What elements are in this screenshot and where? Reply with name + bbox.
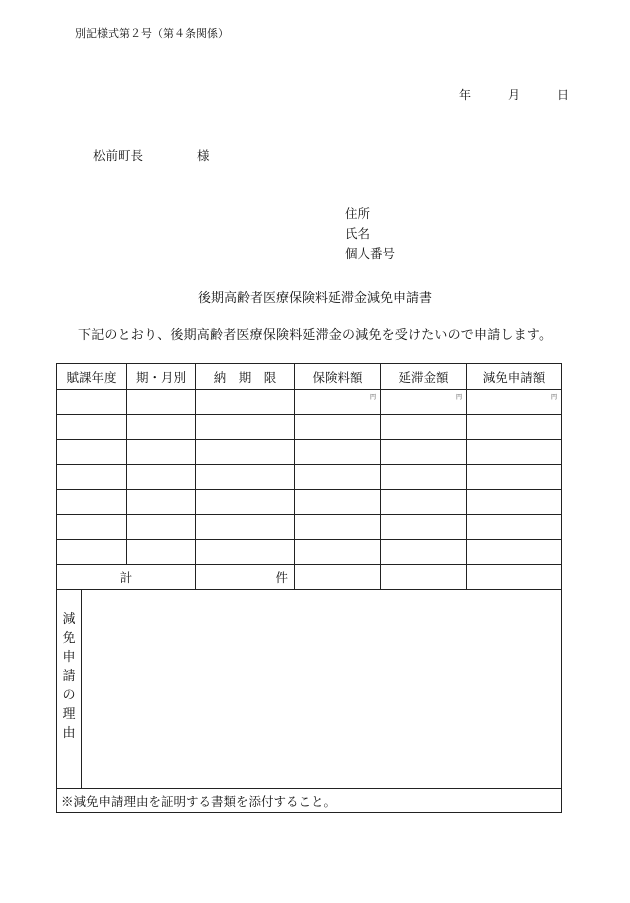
cell-reduction-amount[interactable] xyxy=(467,440,562,465)
applicant-id-label: 個人番号 xyxy=(345,246,396,261)
attachment-note: ※減免申請理由を証明する書類を添付すること。 xyxy=(57,789,562,813)
cell-premium[interactable] xyxy=(295,540,381,565)
reason-char: 請 xyxy=(62,669,76,684)
addressee-name: 松前町長 xyxy=(93,148,144,163)
form-id: 別記様式第２号（第４条関係） xyxy=(75,27,229,40)
header-fiscal-year: 賦課年度 xyxy=(57,364,127,390)
table-row xyxy=(57,415,562,440)
reduction-table xyxy=(56,363,562,813)
cell-fiscal-year[interactable] xyxy=(57,390,127,415)
addressee-honorific: 様 xyxy=(197,148,210,163)
table-header-row xyxy=(57,364,562,390)
cell-premium[interactable] xyxy=(295,390,381,415)
table-row xyxy=(57,490,562,515)
cell-due-date[interactable] xyxy=(196,490,295,515)
cell-late-fee[interactable] xyxy=(381,540,467,565)
reason-char: 理 xyxy=(62,707,76,722)
header-due-date: 納 期 限 xyxy=(196,364,295,390)
cell-period[interactable] xyxy=(127,440,196,465)
cell-fiscal-year[interactable] xyxy=(57,465,127,490)
cell-fiscal-year[interactable] xyxy=(57,490,127,515)
yen-unit: 円 xyxy=(456,394,463,401)
header-reduction-amount: 減免申請額 xyxy=(467,364,562,390)
cell-reduction-amount[interactable] xyxy=(467,465,562,490)
yen-unit: 円 xyxy=(551,394,558,401)
cell-reduction-amount[interactable] xyxy=(467,515,562,540)
yen-unit: 円 xyxy=(370,394,377,401)
reason-field[interactable] xyxy=(82,590,562,789)
reason-char: 由 xyxy=(62,726,76,741)
cell-premium[interactable] xyxy=(295,440,381,465)
total-premium[interactable] xyxy=(295,565,381,590)
cell-reduction-amount[interactable] xyxy=(467,540,562,565)
cell-period[interactable] xyxy=(127,390,196,415)
date-month: 月 xyxy=(507,88,520,102)
cell-period[interactable] xyxy=(127,515,196,540)
addressee xyxy=(93,146,210,164)
total-label: 計 xyxy=(57,565,196,590)
cell-premium[interactable] xyxy=(295,415,381,440)
cell-period[interactable] xyxy=(127,415,196,440)
cell-due-date[interactable] xyxy=(196,465,295,490)
reason-char: の xyxy=(62,688,76,703)
cell-period[interactable] xyxy=(127,540,196,565)
cell-premium[interactable] xyxy=(295,515,381,540)
reason-label xyxy=(57,590,82,789)
applicant-block xyxy=(345,204,395,264)
date-day: 日 xyxy=(556,88,569,102)
total-reduction-amount[interactable] xyxy=(467,565,562,590)
table-row xyxy=(57,540,562,565)
cell-reduction-amount[interactable] xyxy=(467,415,562,440)
cell-due-date[interactable] xyxy=(196,540,295,565)
header-premium: 保険料額 xyxy=(295,364,381,390)
cell-fiscal-year[interactable] xyxy=(57,440,127,465)
cell-fiscal-year[interactable] xyxy=(57,515,127,540)
table-row xyxy=(57,440,562,465)
cell-premium[interactable] xyxy=(295,490,381,515)
header-late-fee: 延滞金額 xyxy=(381,364,467,390)
reason-char: 申 xyxy=(62,650,76,665)
cell-fiscal-year[interactable] xyxy=(57,415,127,440)
applicant-name-label: 氏名 xyxy=(345,226,371,241)
applicant-address-label: 住所 xyxy=(345,206,371,221)
cell-late-fee[interactable] xyxy=(381,515,467,540)
cell-late-fee[interactable] xyxy=(381,415,467,440)
date-year: 年 xyxy=(459,88,472,102)
intro-text: 下記のとおり、後期高齢者医療保険料延滞金の減免を受けたいので申請します。 xyxy=(78,328,553,343)
cell-fiscal-year[interactable] xyxy=(57,540,127,565)
table-row xyxy=(57,515,562,540)
cell-due-date[interactable] xyxy=(196,415,295,440)
total-row xyxy=(57,565,562,590)
date-line xyxy=(459,86,569,103)
note-row xyxy=(57,789,562,813)
cell-period[interactable] xyxy=(127,490,196,515)
table-row xyxy=(57,390,562,415)
total-late-fee[interactable] xyxy=(381,565,467,590)
cell-premium[interactable] xyxy=(295,465,381,490)
reason-char: 減 xyxy=(62,612,76,627)
cell-late-fee[interactable] xyxy=(381,390,467,415)
total-count[interactable]: 件 xyxy=(196,565,295,590)
header-period: 期・月別 xyxy=(127,364,196,390)
cell-due-date[interactable] xyxy=(196,440,295,465)
reason-char: 免 xyxy=(62,631,76,646)
cell-period[interactable] xyxy=(127,465,196,490)
cell-due-date[interactable] xyxy=(196,515,295,540)
table-row xyxy=(57,465,562,490)
cell-due-date[interactable] xyxy=(196,390,295,415)
document-title: 後期高齢者医療保険料延滞金減免申請書 xyxy=(197,291,432,306)
cell-late-fee[interactable] xyxy=(381,440,467,465)
cell-reduction-amount[interactable] xyxy=(467,490,562,515)
cell-late-fee[interactable] xyxy=(381,490,467,515)
cell-late-fee[interactable] xyxy=(381,465,467,490)
cell-reduction-amount[interactable] xyxy=(467,390,562,415)
reason-row xyxy=(57,590,562,789)
